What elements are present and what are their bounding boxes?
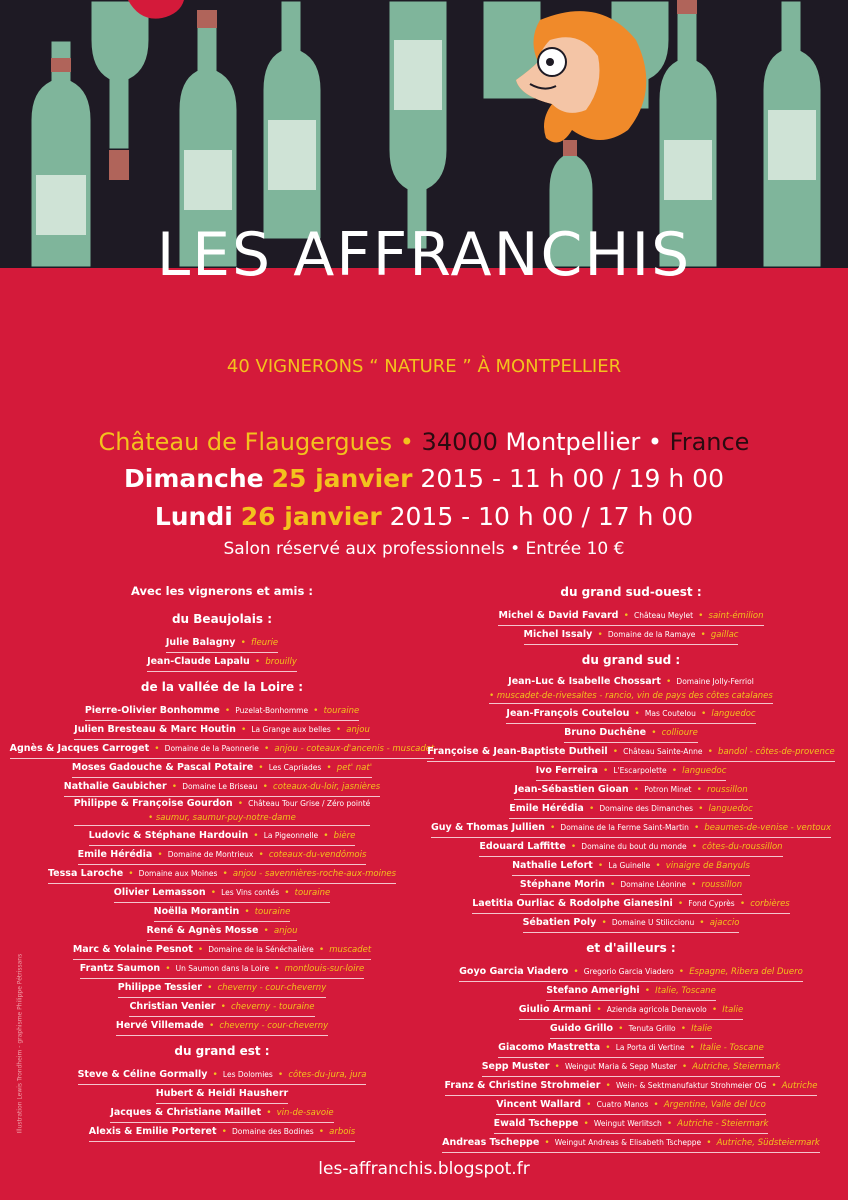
separator-dot: •	[700, 630, 706, 640]
separator-dot: •	[706, 1138, 712, 1148]
winemaker-name: Bruno Duchêne	[564, 727, 647, 738]
separator-dot: •	[318, 1127, 325, 1137]
venue-line	[0, 425, 848, 459]
winemaker-appellation: coteaux-du-loir, jasnières	[273, 782, 381, 792]
winemaker-domain: Domaine des Dimanches	[599, 804, 694, 813]
separator-dot: •	[263, 744, 270, 754]
winemaker-appellation: • saumur, saumur-puy-notre-dame	[148, 813, 296, 823]
separator-dot: •	[602, 766, 609, 776]
winemaker-entry	[6, 975, 438, 994]
winemaker-domain: Les Capriades	[268, 763, 322, 772]
winemaker-entry	[6, 649, 438, 668]
winemaker-domain: La Porta di Vertine	[615, 1043, 685, 1052]
separator-dot: •	[210, 888, 217, 898]
region-heading: et d'ailleurs :	[586, 941, 676, 955]
separator-dot: •	[212, 1070, 218, 1080]
region-heading: du grand sud-ouest :	[560, 585, 702, 599]
winemaker-entry	[6, 918, 438, 937]
separator-dot: •	[677, 899, 684, 909]
separator-dot: •	[771, 1081, 777, 1091]
day-hours: 2015 - 10 h 00 / 17 h 00	[389, 502, 694, 531]
winemaker-entry	[6, 937, 438, 956]
day-date: 25 janvier	[271, 464, 413, 493]
winemaker-name: Jean-François Coutelou	[506, 708, 630, 719]
winemaker-domain: Domaine de la Sénéchalière	[208, 945, 314, 954]
winemaker-name: Guido Grillo	[549, 1023, 614, 1034]
winemaker-name: Julien Bresteau & Marc Houtin	[74, 724, 236, 735]
separator-dot: •	[240, 638, 246, 648]
winemaker-appellation: pet' nat'	[336, 763, 373, 773]
separator-dot: •	[700, 709, 707, 719]
date-line-monday	[0, 500, 848, 534]
separator-dot: •	[266, 1108, 272, 1118]
winemaker-entry	[426, 603, 836, 622]
winemaker-appellation: collioure	[661, 728, 698, 738]
winemaker-domain: Les Vins contés	[221, 888, 280, 897]
winemaker-entry	[426, 1054, 836, 1073]
winemaker-name: Philippe & Françoise Gourdon	[73, 798, 233, 809]
winemaker-appellation: Autriche - Steiermark	[677, 1119, 769, 1129]
winemaker-domain: La Pigeonnelle	[263, 831, 319, 840]
winemaker-appellation: brouilly	[265, 657, 297, 667]
winemaker-appellation: coteaux-du-vendômois	[268, 850, 367, 860]
winemaker-name: Ewald Tscheppe	[493, 1118, 579, 1129]
day-date: 26 janvier	[240, 502, 382, 531]
separator-dot: •	[220, 1002, 226, 1012]
separator-dot: •	[698, 804, 704, 814]
winemaker-appellation: beaumes-de-venise - ventoux	[704, 823, 832, 833]
winemaker-domain: Domaine des Bodines	[232, 1127, 314, 1136]
separator-dot: •	[323, 831, 329, 841]
winemaker-name: Stéphane Morin	[519, 879, 605, 890]
winemaker-entry	[426, 622, 836, 641]
separator-dot: •	[610, 880, 616, 890]
winemaker-appellation: gaillac	[710, 630, 739, 640]
winemaker-name: Sébatien Poly	[522, 917, 597, 928]
winemaker-entry	[6, 956, 438, 975]
winemaker-name: Giulio Armani	[518, 1004, 592, 1015]
separator-dot: •	[258, 850, 264, 860]
winemaker-domain: Weingut Werlitsch	[593, 1119, 662, 1128]
winemaker-name: Michel Issaly	[523, 629, 593, 640]
winemaker-entry	[6, 717, 438, 736]
winemaker-domain: Domaine Léonine	[620, 880, 686, 889]
separator-dot: •	[596, 1005, 602, 1015]
winemaker-domain: Domaine aux Moines	[138, 869, 218, 878]
separator-dot: •	[258, 763, 264, 773]
winemaker-domain: Domaine Jolly-Ferriol	[676, 677, 754, 686]
winemaker-appellation: côtes-du-jura, jura	[288, 1070, 367, 1080]
separator-dot: •	[254, 657, 261, 667]
winemaker-name: Jean-Sébastien Gioan	[514, 784, 629, 795]
winemaker-name: Julie Balagny	[165, 637, 236, 648]
winemaker-name: Steve & Céline Gormally	[77, 1069, 208, 1080]
winemaker-name: Jean-Claude Lapalu	[147, 656, 250, 667]
winemaker-appellation: ajaccio	[709, 918, 740, 928]
region-heading: du grand sud :	[581, 653, 681, 667]
winemaker-name: Stefano Amerighi	[546, 985, 640, 996]
winemaker-entry	[6, 630, 438, 649]
winemaker-entry	[6, 698, 438, 717]
winemaker-name: Jacques & Christiane Maillet	[110, 1107, 262, 1118]
winemaker-name: Franz & Christine Strohmeier	[444, 1080, 601, 1091]
winemaker-name: Pierre-Olivier Bonhomme	[84, 705, 220, 716]
separator-dot: •	[570, 842, 577, 852]
winemaker-domain: Fond Cyprès	[688, 899, 735, 908]
separator-dot: •	[171, 782, 178, 792]
winemaker-name: Nathalie Lefort	[512, 860, 593, 871]
winemaker-appellation: montlouis-sur-loire	[284, 964, 365, 974]
winemaker-appellation: saint-émilion	[708, 611, 764, 621]
winemaker-entry-line	[524, 624, 739, 645]
winemaker-appellation: vin-de-savoie	[276, 1108, 334, 1118]
winemaker-appellation: • muscadet-de-rivesaltes - rancio, vin de pays des côtes catalanes	[489, 691, 773, 701]
winemaker-name: Laetitia Ourliac & Rodolphe Gianesini	[472, 898, 673, 909]
winemaker-entry	[426, 959, 836, 978]
separator-dot: •	[554, 1062, 560, 1072]
intro-text: Avec les vignerons et amis :	[131, 584, 313, 598]
separator-dot: •	[550, 823, 556, 833]
separator-dot: •	[588, 804, 595, 814]
winemaker-appellation: touraine	[294, 888, 331, 898]
winemaker-appellation: anjou	[273, 926, 298, 936]
winemaker-entry	[6, 994, 438, 1013]
winemaker-appellation: languedoc	[682, 766, 727, 776]
separator-dot: •	[655, 861, 661, 871]
winemaker-domain: Weingut Andreas & Elisabeth Tscheppe	[554, 1138, 702, 1147]
separator-dot: •	[544, 1138, 550, 1148]
separator-dot: •	[224, 706, 231, 716]
winemaker-domain: Un Saumon dans la Loire	[175, 964, 270, 973]
winemaker-domain: Domaine de la Paonnerie	[164, 744, 259, 753]
winemaker-appellation: muscadet	[329, 945, 372, 955]
winemakers-left-column	[6, 582, 438, 1138]
website-url[interactable]: les-affranchis.blogspot.fr	[318, 1159, 530, 1179]
winemaker-domain: Gregorio Garcia Viadero	[583, 967, 674, 976]
winemaker-domain: Château Sainte-Anne	[623, 747, 703, 756]
winemaker-entry	[426, 796, 836, 815]
separator-dot: •	[653, 1100, 659, 1110]
separator-dot: •	[253, 831, 259, 841]
winemaker-entry	[426, 815, 836, 834]
separator-dot: •	[678, 967, 685, 977]
winemaker-name: Giacomo Mastretta	[498, 1042, 601, 1053]
separator-dot: •	[313, 706, 319, 716]
winemaker-appellation: Italie	[722, 1005, 744, 1015]
winemaker-appellation: Autriche	[781, 1081, 818, 1091]
winemaker-name: Sepp Muster	[481, 1061, 550, 1072]
winemaker-name: Hubert & Heidi Hausherr	[155, 1088, 289, 1099]
winemaker-entry-line	[523, 912, 740, 933]
winemaker-appellation: Italie	[691, 1024, 713, 1034]
winemaker-entry	[6, 899, 438, 918]
winemaker-domain: Azienda agricola Denavolo	[606, 1005, 707, 1014]
winemaker-name: Olivier Lemasson	[113, 887, 206, 898]
day-name: Lundi	[154, 502, 233, 531]
winemaker-appellation: cheverny - touraine	[231, 1002, 315, 1012]
winemaker-name: René & Agnès Mosse	[146, 925, 259, 936]
winemaker-appellation: côtes-du-roussillon	[702, 842, 783, 852]
winemaker-appellation: anjou - coteaux-d'ancenis - muscadet	[274, 744, 435, 754]
winemaker-entry	[6, 774, 438, 793]
separator-dot: •	[597, 861, 604, 871]
separator-dot: •	[263, 926, 269, 936]
winemaker-entry-line	[147, 651, 297, 672]
winemaker-name: Hervé Villemade	[115, 1020, 204, 1031]
winemaker-appellation: touraine	[323, 706, 360, 716]
winemaker-name: Jean-Luc & Isabelle Chossart	[508, 676, 661, 687]
separator-dot: •	[618, 1024, 624, 1034]
winemaker-entry	[6, 793, 438, 823]
venue-place: Château de Flaugergues	[98, 428, 393, 456]
winemaker-domain: Domaine Le Briseau	[182, 782, 258, 791]
separator-dot: •	[244, 907, 250, 917]
bullet: •	[399, 428, 414, 456]
day-hours: 2015 - 11 h 00 / 19 h 00	[420, 464, 724, 493]
bullet: •	[647, 428, 662, 456]
separator-dot: •	[671, 766, 678, 776]
winemaker-domain: Domaine U Stiliccionu	[611, 918, 695, 927]
winemaker-entry-line	[442, 1132, 820, 1153]
winemaker-appellation: roussillon	[706, 785, 748, 795]
winemaker-entry	[426, 1035, 836, 1054]
winemaker-entry	[426, 671, 836, 701]
winemaker-domain: Potron Minet	[644, 785, 692, 794]
winemaker-appellation: bandol - côtes-de-provence	[718, 747, 835, 757]
winemaker-name: Noëlla Morantin	[153, 906, 240, 917]
winemaker-appellation: anjou	[346, 725, 370, 735]
venue-city: Montpellier	[505, 428, 641, 456]
separator-dot: •	[221, 1127, 227, 1137]
winemaker-entry	[6, 736, 438, 755]
winemaker-appellation: fleurie	[250, 638, 279, 648]
winemaker-appellation: corbières	[750, 899, 790, 909]
winemaker-name: Philippe Tessier	[117, 982, 202, 993]
winemaker-entry-line	[489, 671, 773, 704]
winemaker-entry	[426, 777, 836, 796]
winemaker-domain: Les Dolomies	[222, 1070, 273, 1079]
winemaker-name: Frantz Saumon	[79, 963, 161, 974]
winemaker-name: Tessa Laroche	[47, 868, 124, 879]
poster-subtitle: 40 VIGNERONS “ NATURE ” À MONTPELLIER	[226, 356, 622, 377]
winemaker-entry	[426, 1016, 836, 1035]
separator-dot: •	[586, 1100, 592, 1110]
winemaker-name: Vincent Wallard	[496, 1099, 582, 1110]
winemaker-appellation: Autriche, Südsteiermark	[716, 1138, 820, 1148]
separator-dot: •	[583, 1119, 589, 1129]
region-heading: du grand est :	[174, 1044, 270, 1058]
winemaker-name: Guy & Thomas Jullien	[430, 822, 545, 833]
separator-dot: •	[601, 918, 607, 928]
day-name: Dimanche	[124, 464, 264, 493]
winemaker-entry	[426, 997, 836, 1016]
separator-dot: •	[240, 725, 247, 735]
winemaker-appellation: Italie - Toscane	[700, 1043, 764, 1053]
separator-dot: •	[326, 763, 332, 773]
winemaker-domain: Tenuta Grillo	[628, 1024, 676, 1033]
separator-dot: •	[698, 611, 704, 621]
winemaker-name: Andreas Tscheppe	[442, 1137, 540, 1148]
separator-dot: •	[644, 986, 651, 996]
winemaker-domain: Domaine de Montrieux	[167, 850, 254, 859]
separator-dot: •	[666, 677, 672, 687]
winemaker-domain: L'Escarpolette	[613, 766, 667, 775]
venue-postcode: 34000	[421, 428, 498, 456]
winemaker-appellation: languedoc	[708, 804, 753, 814]
winemaker-appellation: cheverny - cour-cheverny	[219, 1021, 329, 1031]
winemaker-name: Ludovic & Stéphane Hardouin	[88, 830, 249, 841]
winemaker-domain: Domaine de la Ferme Saint-Martin	[560, 823, 689, 832]
winemaker-name: Edouard Laffitte	[479, 841, 566, 852]
winemaker-appellation: arbois	[329, 1127, 356, 1137]
winemaker-domain: Château Tour Grise / Zéro pointé	[248, 799, 371, 808]
separator-dot: •	[691, 842, 698, 852]
separator-dot: •	[318, 945, 325, 955]
separator-dot: •	[262, 782, 268, 792]
separator-dot: •	[666, 1119, 673, 1129]
separator-dot: •	[699, 918, 705, 928]
venue-country: France	[669, 428, 750, 456]
separator-dot: •	[693, 823, 700, 833]
separator-dot: •	[154, 744, 160, 754]
winemaker-name: Moses Gadouche & Pascal Potaire	[71, 762, 254, 773]
winemaker-entry-line	[116, 1015, 328, 1036]
winemaker-appellation: Italie, Toscane	[655, 986, 716, 996]
winemaker-entry	[6, 861, 438, 880]
winemaker-entry	[6, 842, 438, 861]
winemaker-domain: Domaine de la Ramaye	[607, 630, 696, 639]
appellation-text: saumur, saumur-puy-notre-dame	[155, 813, 296, 823]
winemaker-appellation: Espagne, Ribera del Duero	[689, 967, 803, 977]
separator-dot: •	[207, 983, 213, 993]
winemaker-name: Agnès & Jacques Carroget	[9, 743, 150, 754]
winemaker-appellation: bière	[333, 831, 356, 841]
separator-dot: •	[222, 869, 228, 879]
winemaker-entry	[426, 834, 836, 853]
separator-dot: •	[335, 725, 342, 735]
winemaker-entry	[426, 720, 836, 739]
winemaker-appellation: Autriche, Steiermark	[692, 1062, 781, 1072]
winemaker-name: Michel & David Favard	[498, 610, 619, 621]
winemaker-entry-line	[74, 793, 371, 826]
separator-dot: •	[573, 967, 579, 977]
winemaker-entry	[6, 1081, 438, 1100]
winemaker-name: Emile Hérédia	[509, 803, 584, 814]
winemaker-entry	[426, 872, 836, 891]
winemaker-entry	[6, 1062, 438, 1081]
winemaker-entry	[426, 1111, 836, 1130]
winemaker-appellation: roussillon	[701, 880, 743, 890]
winemaker-domain: Weingut Maria & Sepp Muster	[564, 1062, 677, 1071]
winemaker-name: Françoise & Jean-Baptiste Dutheil	[427, 746, 608, 757]
separator-dot: •	[605, 1043, 611, 1053]
appellation-text: muscadet-de-rivesaltes - rancio, vin de pays des côtes catalanes	[496, 691, 773, 701]
poster-title: LES AFFRANCHIS	[156, 220, 692, 290]
winemaker-entry-line	[89, 1121, 355, 1142]
winemaker-entry	[6, 823, 438, 842]
date-line-sunday	[0, 462, 848, 496]
winemaker-appellation: anjou - savennières-roche-aux-moines	[232, 869, 397, 879]
separator-dot: •	[197, 945, 204, 955]
winemaker-appellation: vinaigre de Banyuls	[665, 861, 750, 871]
winemaker-domain: Mas Coutelou	[644, 709, 696, 718]
region-heading: du Beaujolais :	[171, 612, 273, 626]
separator-dot: •	[681, 1062, 688, 1072]
winemaker-entry	[6, 1100, 438, 1119]
separator-dot: •	[157, 850, 163, 860]
winemakers-right-column	[426, 582, 836, 1149]
separator-dot: •	[633, 785, 640, 795]
separator-dot: •	[237, 799, 243, 809]
winemaker-domain: Domaine du bout du monde	[581, 842, 687, 851]
winemaker-appellation: cheverny - cour-cheverny	[217, 983, 327, 993]
winemaker-entry	[426, 891, 836, 910]
winemaker-domain: Puzelat-Bonhomme	[235, 706, 309, 715]
winemaker-appellation: Argentine, Valle del Uco	[663, 1100, 766, 1110]
winemaker-name: Ivo Ferreira	[535, 765, 598, 776]
winemaker-name: Marc & Yolaine Pesnot	[72, 944, 193, 955]
winemaker-name: Alexis & Emilie Porteret	[88, 1126, 217, 1137]
region-heading: de la vallée de la Loire :	[140, 680, 304, 694]
salon-note: Salon réservé aux professionnels • Entrée 10 €	[223, 539, 625, 559]
winemaker-entry	[6, 1119, 438, 1138]
winemaker-name: Goyo Garcia Viadero	[459, 966, 569, 977]
winemaker-entry	[426, 739, 836, 758]
separator-dot: •	[274, 964, 280, 974]
winemaker-name: Christian Venier	[129, 1001, 216, 1012]
separator-dot: •	[128, 869, 134, 879]
separator-dot: •	[711, 1005, 718, 1015]
separator-dot: •	[277, 1070, 284, 1080]
winemaker-domain: La Grange aux belles	[251, 725, 331, 734]
separator-dot: •	[680, 1024, 687, 1034]
separator-dot: •	[707, 747, 713, 757]
winemaker-domain: La Guinelle	[608, 861, 651, 870]
separator-dot: •	[689, 1043, 695, 1053]
winemaker-domain: Château Meylet	[633, 611, 694, 620]
winemaker-domain: Cuatro Manos	[596, 1100, 649, 1109]
separator-dot: •	[284, 888, 290, 898]
separator-dot: •	[739, 899, 746, 909]
separator-dot: •	[208, 1021, 215, 1031]
winemaker-entry	[426, 1073, 836, 1092]
separator-dot: •	[165, 964, 171, 974]
winemaker-appellation: touraine	[254, 907, 291, 917]
winemaker-name: Nathalie Gaubicher	[63, 781, 167, 792]
winemaker-appellation: languedoc	[711, 709, 756, 719]
separator-dot: •	[691, 880, 697, 890]
winemaker-entry	[426, 1130, 836, 1149]
illustration-credit: Illustration Lewis Trondheim - graphisme Philippe Pétrissans	[16, 953, 24, 1134]
separator-dot: •	[623, 611, 629, 621]
separator-dot: •	[651, 728, 657, 738]
separator-dot: •	[612, 747, 619, 757]
separator-dot: •	[605, 1081, 611, 1091]
winemaker-domain: Wein- & Sektmanufaktur Strohmeier OG	[615, 1081, 767, 1090]
separator-dot: •	[696, 785, 702, 795]
winemaker-name: Emile Hérédia	[77, 849, 153, 860]
winemaker-entry	[426, 701, 836, 720]
winemaker-entry	[6, 1013, 438, 1032]
separator-dot: •	[634, 709, 640, 719]
separator-dot: •	[597, 630, 603, 640]
